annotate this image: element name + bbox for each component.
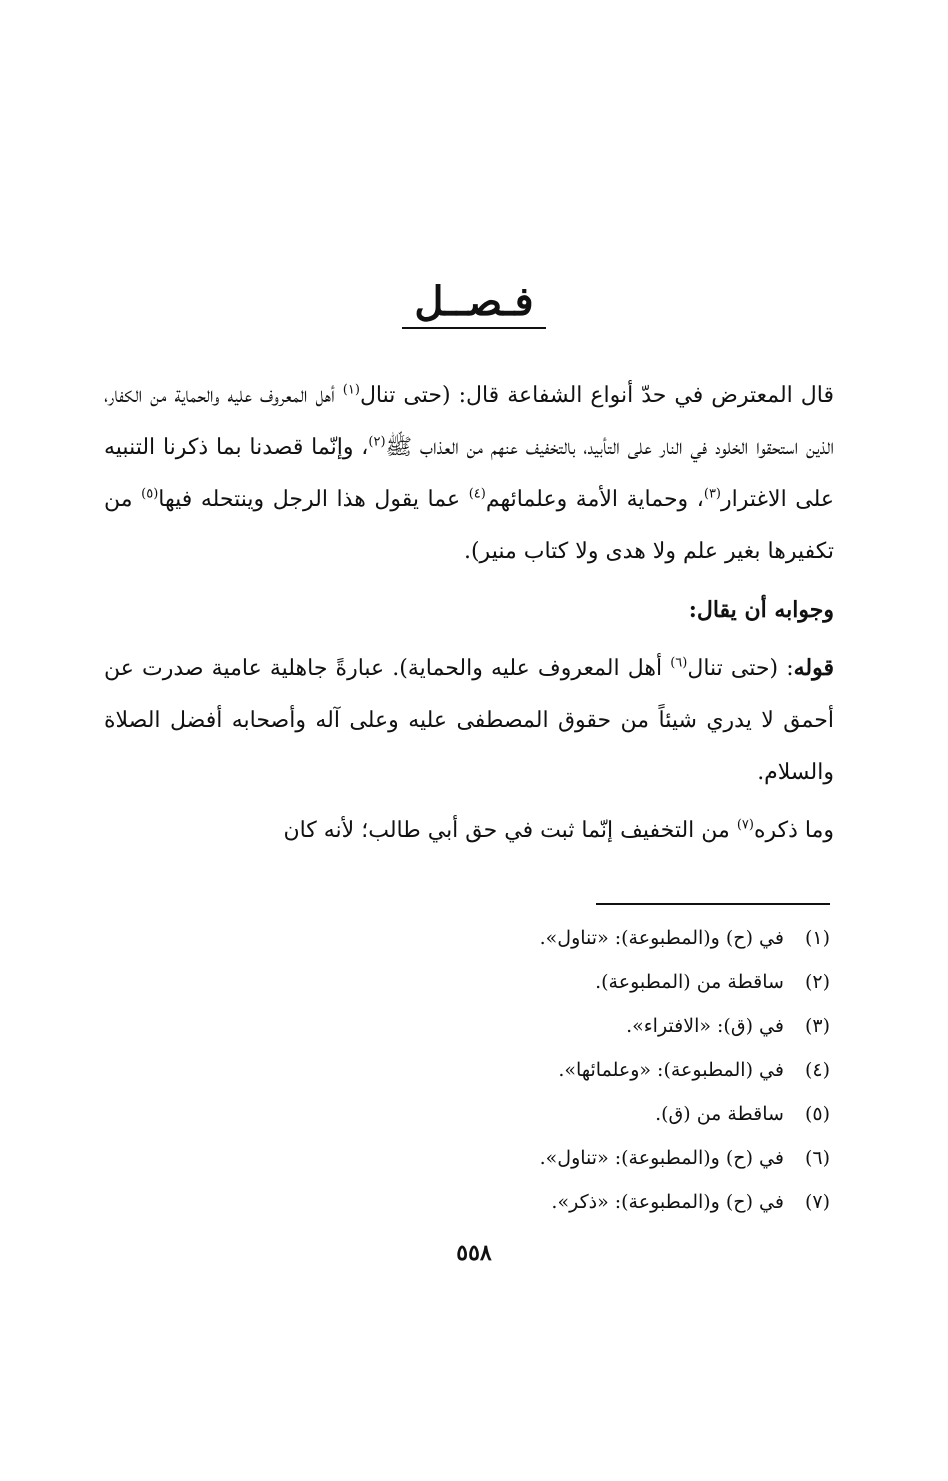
footnote-separator	[596, 903, 830, 905]
paragraph-continuation	[104, 805, 834, 857]
text-run: ، وحماية الأمة وعلمائهم	[485, 487, 704, 512]
footnote-text: ساقطة من (ق).	[655, 1103, 784, 1125]
section-heading	[0, 278, 948, 329]
text-run: من التخفيف إنّما ثبت في حق أبي طالب؛ لأنه كان	[283, 818, 737, 843]
footnote-number: (١)	[804, 927, 830, 949]
footnote-number: (٤)	[804, 1059, 830, 1081]
footnote-number: (٧)	[804, 1191, 830, 1213]
footnote-ref-6: (٦)	[670, 655, 688, 671]
main-text	[104, 370, 834, 863]
text-run: وما ذكره	[753, 818, 834, 843]
footnote-number: (٣)	[804, 1015, 830, 1037]
footnote-item	[300, 1048, 830, 1092]
paragraph-answer-intro: وجوابه أن يقال:	[688, 597, 834, 623]
footnote-number: (٥)	[804, 1103, 830, 1125]
text-run: قال المعترض في حدّ أنواع الشفاعة قال: (حتى تنال	[359, 383, 834, 408]
text-run: عما يقول هذا الرجل وينتحله فيها	[158, 487, 469, 512]
footnote-text: في (ح) و(المطبوعة): «تناول».	[539, 1147, 784, 1169]
footnote-ref-7: (٧)	[736, 817, 754, 833]
footnotes-list	[300, 916, 830, 1224]
footnote-text: في (ح) و(المطبوعة): «ذكر».	[551, 1191, 784, 1213]
section-heading-text: فـصــل	[402, 278, 545, 329]
footnote-ref-2: (٢)	[368, 434, 386, 450]
footnote-item	[300, 916, 830, 960]
footnote-text: في (ح) و(المطبوعة): «تناول».	[539, 927, 784, 949]
footnote-number: (٦)	[804, 1147, 830, 1169]
lead-word: قوله	[793, 655, 834, 681]
footnote-item	[300, 1180, 830, 1224]
text-run: أهل المعروف عليه والحماية من الكفار، الذين استحقوا الخلود في النار على التأبيد، بالتخفيف عنهم من العذاب ﷺ	[104, 383, 834, 460]
footnote-item	[300, 1136, 830, 1180]
footnote-ref-3: (٣)	[703, 486, 721, 502]
footnote-ref-1: (١)	[342, 382, 360, 398]
paragraph-reply	[104, 642, 834, 799]
footnote-item	[300, 1004, 830, 1048]
footnote-text: في (المطبوعة): «وعلمائها».	[558, 1059, 784, 1081]
footnote-ref-5: (٥)	[141, 486, 159, 502]
text-run: ، وإنّما قصدنا بما ذكرنا التنبيه على الاغترار	[104, 435, 835, 512]
page-number: ٥٥٨	[456, 1240, 492, 1266]
text-run: : (حتى تنال	[687, 656, 794, 681]
text-run: من تكفيرها بغير علم ولا هدى ولا كتاب منير).	[104, 487, 834, 564]
footnote-text: في (ق): «الافتراء».	[626, 1015, 784, 1037]
paragraph-objection	[104, 370, 834, 578]
text-run: أهل المعروف عليه والحماية). عبارةً جاهلية عامية صدرت عن أحمق لا يدري شيئاً من حقوق المصطفى عليه وعلى آله وأصحابه أفضل الصلاة والسلام.	[104, 656, 834, 785]
footnote-text: ساقطة من (المطبوعة).	[595, 971, 784, 993]
footnote-item	[300, 960, 830, 1004]
footnote-item	[300, 1092, 830, 1136]
footnote-ref-4: (٤)	[468, 486, 486, 502]
footnote-number: (٢)	[804, 971, 830, 993]
